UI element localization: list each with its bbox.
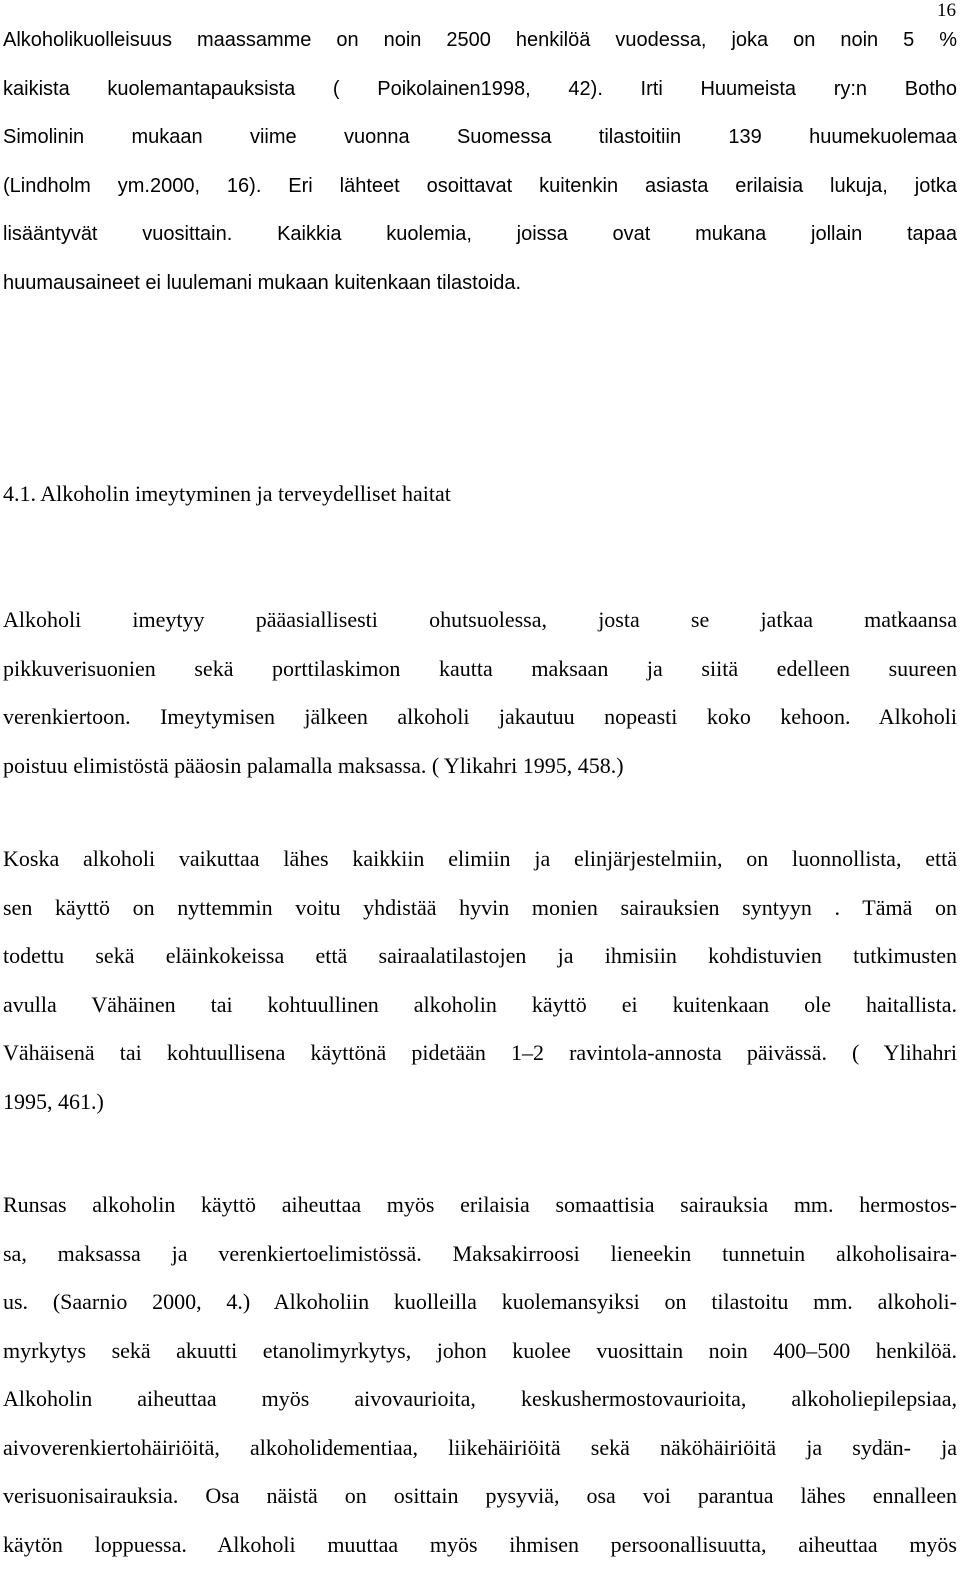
- text-line: Runsas alkoholin käyttö aiheuttaa myös erilaisia somaattisia sairauksia mm. hermostos-: [3, 1181, 957, 1230]
- text-line: Koska alkoholi vaikuttaa lähes kaikkiin elimiin ja elinjärjestelmiin, on luonnollista, että: [3, 835, 957, 884]
- text-line: Simolinin mukaan viime vuonna Suomessa tilastoitiin 139 huumekuolemaa: [3, 113, 957, 162]
- text-line: Alkoholi imeytyy pääasiallisesti ohutsuolessa, josta se jatkaa matkaansa: [3, 596, 957, 645]
- text-line: Alkoholin aiheuttaa myös aivovaurioita, keskushermostovaurioita, alkoholiepilepsiaa,: [3, 1375, 957, 1424]
- page-number: 16: [937, 0, 956, 22]
- text-line: sen käyttö on nyttemmin voitu yhdistää hyvin monien sairauksien syntyyn . Tämä on: [3, 884, 957, 933]
- text-line: sa, maksassa ja verenkiertoelimistössä. Maksakirroosi lieneekin tunnetuin alkoholisaira-: [3, 1230, 957, 1279]
- text-line: Alkoholikuolleisuus maassamme on noin 2500 henkilöä vuodessa, joka on noin 5 %: [3, 16, 957, 65]
- text-line: huumausaineet ei luulemani mukaan kuitenkaan tilastoida.: [3, 259, 957, 308]
- text-line: lisääntyvät vuosittain. Kaikkia kuolemia, joissa ovat mukana jollain tapaa: [3, 210, 957, 259]
- text-line: todettu sekä eläinkokeissa että sairaalatilastojen ja ihmisiin kohdistuvien tutkimusten: [3, 932, 957, 981]
- text-line: aivoverenkiertohäiriöitä, alkoholidementiaa, liikehäiriöitä sekä näköhäiriöitä ja sydän- ja: [3, 1424, 957, 1473]
- paragraph-heavy-use-harms: [3, 1181, 957, 1569]
- paragraph-diseases-link: [3, 835, 957, 1126]
- text-line: kaikista kuolemantapauksista ( Poikolainen1998, 42). Irti Huumeista ry:n Botho: [3, 65, 957, 114]
- text-line: myrkytys sekä akuutti etanolimyrkytys, johon kuolee vuosittain noin 400–500 henkilöä.: [3, 1327, 957, 1376]
- text-line: käytön loppuessa. Alkoholi muuttaa myös ihmisen persoonallisuutta, aiheuttaa myös: [3, 1521, 957, 1569]
- text-line: pikkuverisuonien sekä porttilaskimon kautta maksaan ja siitä edelleen suureen: [3, 645, 957, 694]
- text-line: us. (Saarnio 2000, 4.) Alkoholiin kuolleilla kuolemansyiksi on tilastoitu mm. alkoholi-: [3, 1278, 957, 1327]
- text-line: poistuu elimistöstä pääosin palamalla maksassa. ( Ylikahri 1995, 458.): [3, 742, 957, 791]
- text-line: 1995, 461.): [3, 1078, 957, 1127]
- text-line: Vähäisenä tai kohtuullisena käyttönä pidetään 1–2 ravintola-annosta päivässä. ( Ylihahri: [3, 1029, 957, 1078]
- section-heading: 4.1. Alkoholin imeytyminen ja terveydelliset haitat: [3, 470, 451, 518]
- paragraph-mortality-statistics: [3, 16, 957, 307]
- text-line: verisuonisairauksia. Osa näistä on osittain pysyviä, osa voi parantua lähes ennalleen: [3, 1472, 957, 1521]
- paragraph-absorption: [3, 596, 957, 790]
- text-line: verenkiertoon. Imeytymisen jälkeen alkoholi jakautuu nopeasti koko kehoon. Alkoholi: [3, 693, 957, 742]
- text-line: (Lindholm ym.2000, 16). Eri lähteet osoittavat kuitenkin asiasta erilaisia lukuja, jotka: [3, 162, 957, 211]
- text-line: avulla Vähäinen tai kohtuullinen alkoholin käyttö ei kuitenkaan ole haitallista.: [3, 981, 957, 1030]
